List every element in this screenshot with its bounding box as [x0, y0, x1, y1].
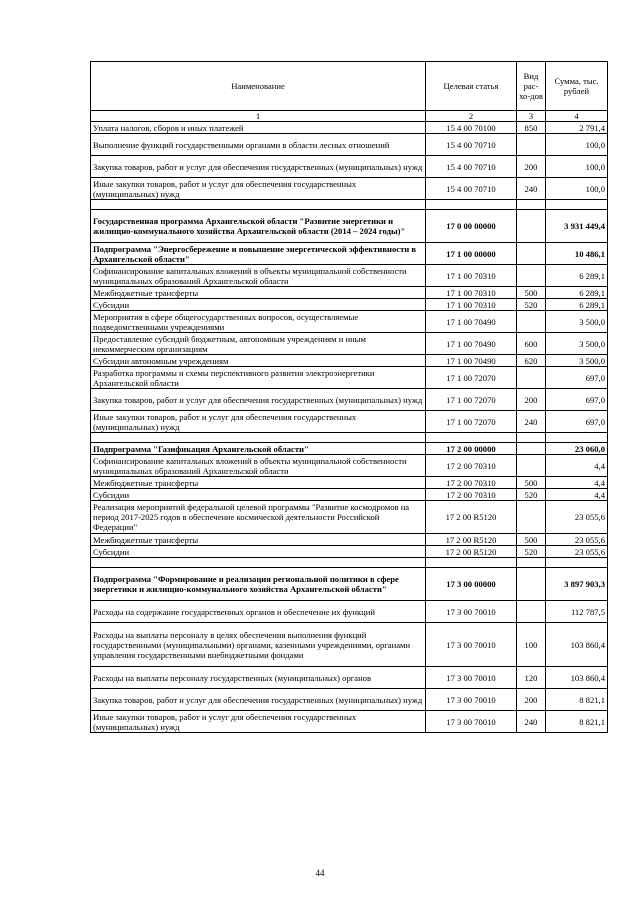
row-target-article: 15 4 00 70100: [426, 122, 517, 134]
row-target-article: 17 1 00 72070: [426, 411, 517, 433]
row-name: Уплата налогов, сборов и иных платежей: [91, 122, 426, 134]
column-number: 4: [546, 111, 608, 122]
program-row: [91, 210, 608, 243]
spacer-row: [91, 200, 608, 210]
column-number: 3: [517, 111, 546, 122]
column-number: 1: [91, 111, 426, 122]
row-amount: 8 821,1: [546, 689, 608, 711]
row-expense-type: 100: [517, 623, 546, 667]
row-amount: 100,0: [546, 134, 608, 156]
budget-table-body: [91, 62, 608, 733]
row-amount: 697,0: [546, 367, 608, 389]
table-row: [91, 534, 608, 546]
row-name: Софинансирование капитальных вложений в объекты муниципальной собственности муниципальных образований Архангельской области: [91, 455, 426, 477]
row-expense-type: [517, 601, 546, 623]
table-row: [91, 333, 608, 355]
page-number: 44: [315, 868, 325, 878]
budget-table: [90, 61, 608, 733]
row-name: Расходы на выплаты персоналу государственных (муниципальных) органов: [91, 667, 426, 689]
row-name: Реализация мероприятий федеральной целевой программы "Развитие космодромов на период 2017-2025 годов в обеспечение космической деятельности Российской Федерации": [91, 501, 426, 534]
table-row: [91, 601, 608, 623]
table-row: [91, 667, 608, 689]
row-name: Расходы на содержание государственных органов и обеспечение их функций: [91, 601, 426, 623]
row-amount: 4,4: [546, 489, 608, 501]
row-target-article: 15 4 00 70710: [426, 156, 517, 178]
row-target-article: 15 4 00 70710: [426, 178, 517, 200]
row-target-article: 17 3 00 00000: [426, 568, 517, 601]
row-amount: 3 897 903,3: [546, 568, 608, 601]
row-amount: 100,0: [546, 156, 608, 178]
spacer-cell: [91, 558, 426, 568]
row-expense-type: 850: [517, 122, 546, 134]
row-amount: 697,0: [546, 389, 608, 411]
table-row: [91, 156, 608, 178]
table-row: [91, 178, 608, 200]
row-amount: 2 791,4: [546, 122, 608, 134]
row-target-article: 17 3 00 70010: [426, 601, 517, 623]
row-expense-type: 520: [517, 299, 546, 311]
row-name: Мероприятия в сфере общегосударственных вопросов, осуществляемые подведомственными учреждениями: [91, 311, 426, 333]
row-target-article: 17 3 00 70010: [426, 711, 517, 733]
row-target-article: 17 1 00 70490: [426, 311, 517, 333]
header-row: [91, 62, 608, 111]
row-name: Софинансирование капитальных вложений в объекты муниципальной собственности муниципальных образований Архангельской области: [91, 265, 426, 287]
row-target-article: 17 2 00 70310: [426, 477, 517, 489]
row-expense-type: 600: [517, 333, 546, 355]
column-number: 2: [426, 111, 517, 122]
row-target-article: 17 1 00 72070: [426, 367, 517, 389]
row-name: Закупка товаров, работ и услуг для обеспечения государственных (муниципальных) нужд: [91, 156, 426, 178]
header-target-article: Целевая статья: [426, 62, 517, 111]
table-row: [91, 689, 608, 711]
spacer-cell: [546, 200, 608, 210]
table-row: [91, 411, 608, 433]
row-amount: 103 860,4: [546, 667, 608, 689]
table-row: [91, 355, 608, 367]
row-name: Иные закупки товаров, работ и услуг для обеспечения государственных (муниципальных) нужд: [91, 178, 426, 200]
row-target-article: 17 1 00 70310: [426, 265, 517, 287]
row-expense-type: [517, 455, 546, 477]
row-expense-type: [517, 568, 546, 601]
row-target-article: 17 3 00 70010: [426, 667, 517, 689]
table-row: [91, 311, 608, 333]
row-amount: 103 860,4: [546, 623, 608, 667]
spacer-cell: [426, 200, 517, 210]
row-expense-type: [517, 443, 546, 455]
row-name: Субсидии автономным учреждениям: [91, 355, 426, 367]
row-name: Расходы на выплаты персоналу в целях обеспечения выполнения функций государственными (муниципальными) органами, казенными учреждениями, органами управления государственными внебюджетными фондами: [91, 623, 426, 667]
row-target-article: 17 2 00 R5120: [426, 501, 517, 534]
row-amount: 112 787,5: [546, 601, 608, 623]
row-target-article: 17 1 00 70490: [426, 333, 517, 355]
row-name: Субсидии: [91, 489, 426, 501]
row-amount: 3 500,0: [546, 311, 608, 333]
row-target-article: 17 3 00 70010: [426, 623, 517, 667]
row-expense-type: 500: [517, 287, 546, 299]
row-amount: 4,4: [546, 477, 608, 489]
spacer-cell: [546, 433, 608, 443]
row-expense-type: 200: [517, 389, 546, 411]
row-target-article: 17 3 00 70010: [426, 689, 517, 711]
row-target-article: 17 1 00 00000: [426, 243, 517, 265]
table-row: [91, 489, 608, 501]
spacer-cell: [517, 433, 546, 443]
header-amount: Сумма, тыс. рублей: [546, 62, 608, 111]
row-target-article: 17 2 00 R5120: [426, 546, 517, 558]
table-row: [91, 287, 608, 299]
row-expense-type: [517, 501, 546, 534]
spacer-cell: [517, 200, 546, 210]
row-amount: 23 055,6: [546, 534, 608, 546]
row-expense-type: 240: [517, 411, 546, 433]
spacer-cell: [426, 433, 517, 443]
spacer-cell: [91, 200, 426, 210]
program-row: [91, 243, 608, 265]
row-expense-type: [517, 311, 546, 333]
row-target-article: 17 1 00 70490: [426, 355, 517, 367]
row-target-article: 15 4 00 70710: [426, 134, 517, 156]
row-name: Иные закупки товаров, работ и услуг для обеспечения государственных (муниципальных) нужд: [91, 711, 426, 733]
row-name: Выполнение функций государственными органами в области лесных отношений: [91, 134, 426, 156]
row-target-article: 17 2 00 00000: [426, 443, 517, 455]
table-row: [91, 546, 608, 558]
row-target-article: 17 2 00 70310: [426, 455, 517, 477]
header-expense-type: Вид рас-хо-дов: [517, 62, 546, 111]
row-amount: 4,4: [546, 455, 608, 477]
row-name: Разработка программы и схемы перспективного развития электроэнергетики Архангельской области: [91, 367, 426, 389]
table-row: [91, 623, 608, 667]
row-amount: 23 055,6: [546, 501, 608, 534]
row-amount: 6 289,1: [546, 287, 608, 299]
row-amount: 697,0: [546, 411, 608, 433]
spacer-row: [91, 433, 608, 443]
row-expense-type: [517, 210, 546, 243]
row-target-article: 17 0 00 00000: [426, 210, 517, 243]
row-name: Закупка товаров, работ и услуг для обеспечения государственных (муниципальных) нужд: [91, 389, 426, 411]
row-target-article: 17 1 00 72070: [426, 389, 517, 411]
row-name: Субсидии: [91, 546, 426, 558]
header-name: Наименование: [91, 62, 426, 111]
table-row: [91, 299, 608, 311]
spacer-cell: [546, 558, 608, 568]
row-expense-type: 620: [517, 355, 546, 367]
row-amount: 100,0: [546, 178, 608, 200]
table-row: [91, 134, 608, 156]
table-row: [91, 265, 608, 287]
table-row: [91, 389, 608, 411]
row-expense-type: 200: [517, 689, 546, 711]
column-number-row: [91, 111, 608, 122]
row-expense-type: [517, 265, 546, 287]
row-amount: 23 055,6: [546, 546, 608, 558]
row-name: Подпрограмма "Энергосбережение и повышение энергетической эффективности в Архангельской области": [91, 243, 426, 265]
table-row: [91, 455, 608, 477]
row-amount: 10 486,1: [546, 243, 608, 265]
spacer-cell: [91, 433, 426, 443]
row-expense-type: 200: [517, 156, 546, 178]
row-name: Межбюджетные трансферты: [91, 287, 426, 299]
row-expense-type: 240: [517, 711, 546, 733]
row-expense-type: 500: [517, 477, 546, 489]
row-amount: 23 060,0: [546, 443, 608, 455]
row-name: Подпрограмма "Формирование и реализация региональной политики в сфере энергетики и жилищно-коммунального хозяйства Архангельской области": [91, 568, 426, 601]
row-expense-type: 520: [517, 489, 546, 501]
row-target-article: 17 2 00 R5120: [426, 534, 517, 546]
row-expense-type: [517, 367, 546, 389]
program-row: [91, 568, 608, 601]
row-expense-type: 120: [517, 667, 546, 689]
row-expense-type: [517, 243, 546, 265]
table-row: [91, 501, 608, 534]
row-amount: 3 500,0: [546, 355, 608, 367]
row-target-article: 17 2 00 70310: [426, 489, 517, 501]
row-amount: 3 931 449,4: [546, 210, 608, 243]
row-name: Межбюджетные трансферты: [91, 477, 426, 489]
row-name: Закупка товаров, работ и услуг для обеспечения государственных (муниципальных) нужд: [91, 689, 426, 711]
row-expense-type: 520: [517, 546, 546, 558]
table-row: [91, 367, 608, 389]
row-expense-type: 500: [517, 534, 546, 546]
spacer-cell: [517, 558, 546, 568]
row-name: Субсидии: [91, 299, 426, 311]
row-amount: 6 289,1: [546, 265, 608, 287]
table-row: [91, 711, 608, 733]
table-row: [91, 477, 608, 489]
row-name: Предоставление субсидий бюджетным, автономным учреждениям и иным некоммерческим организациям: [91, 333, 426, 355]
row-name: Подпрограмма "Газификация Архангельской области": [91, 443, 426, 455]
table-row: [91, 122, 608, 134]
row-target-article: 17 1 00 70310: [426, 287, 517, 299]
program-row: [91, 443, 608, 455]
row-expense-type: [517, 134, 546, 156]
spacer-row: [91, 558, 608, 568]
row-target-article: 17 1 00 70310: [426, 299, 517, 311]
row-expense-type: 240: [517, 178, 546, 200]
row-name: Межбюджетные трансферты: [91, 534, 426, 546]
row-name: Иные закупки товаров, работ и услуг для обеспечения государственных (муниципальных) нужд: [91, 411, 426, 433]
row-amount: 3 500,0: [546, 333, 608, 355]
row-amount: 6 289,1: [546, 299, 608, 311]
row-amount: 8 821,1: [546, 711, 608, 733]
row-name: Государственная программа Архангельской области "Развитие энергетики и жилищно-коммунального хозяйства Архангельской области (2014 – 2024 годы)": [91, 210, 426, 243]
spacer-cell: [426, 558, 517, 568]
